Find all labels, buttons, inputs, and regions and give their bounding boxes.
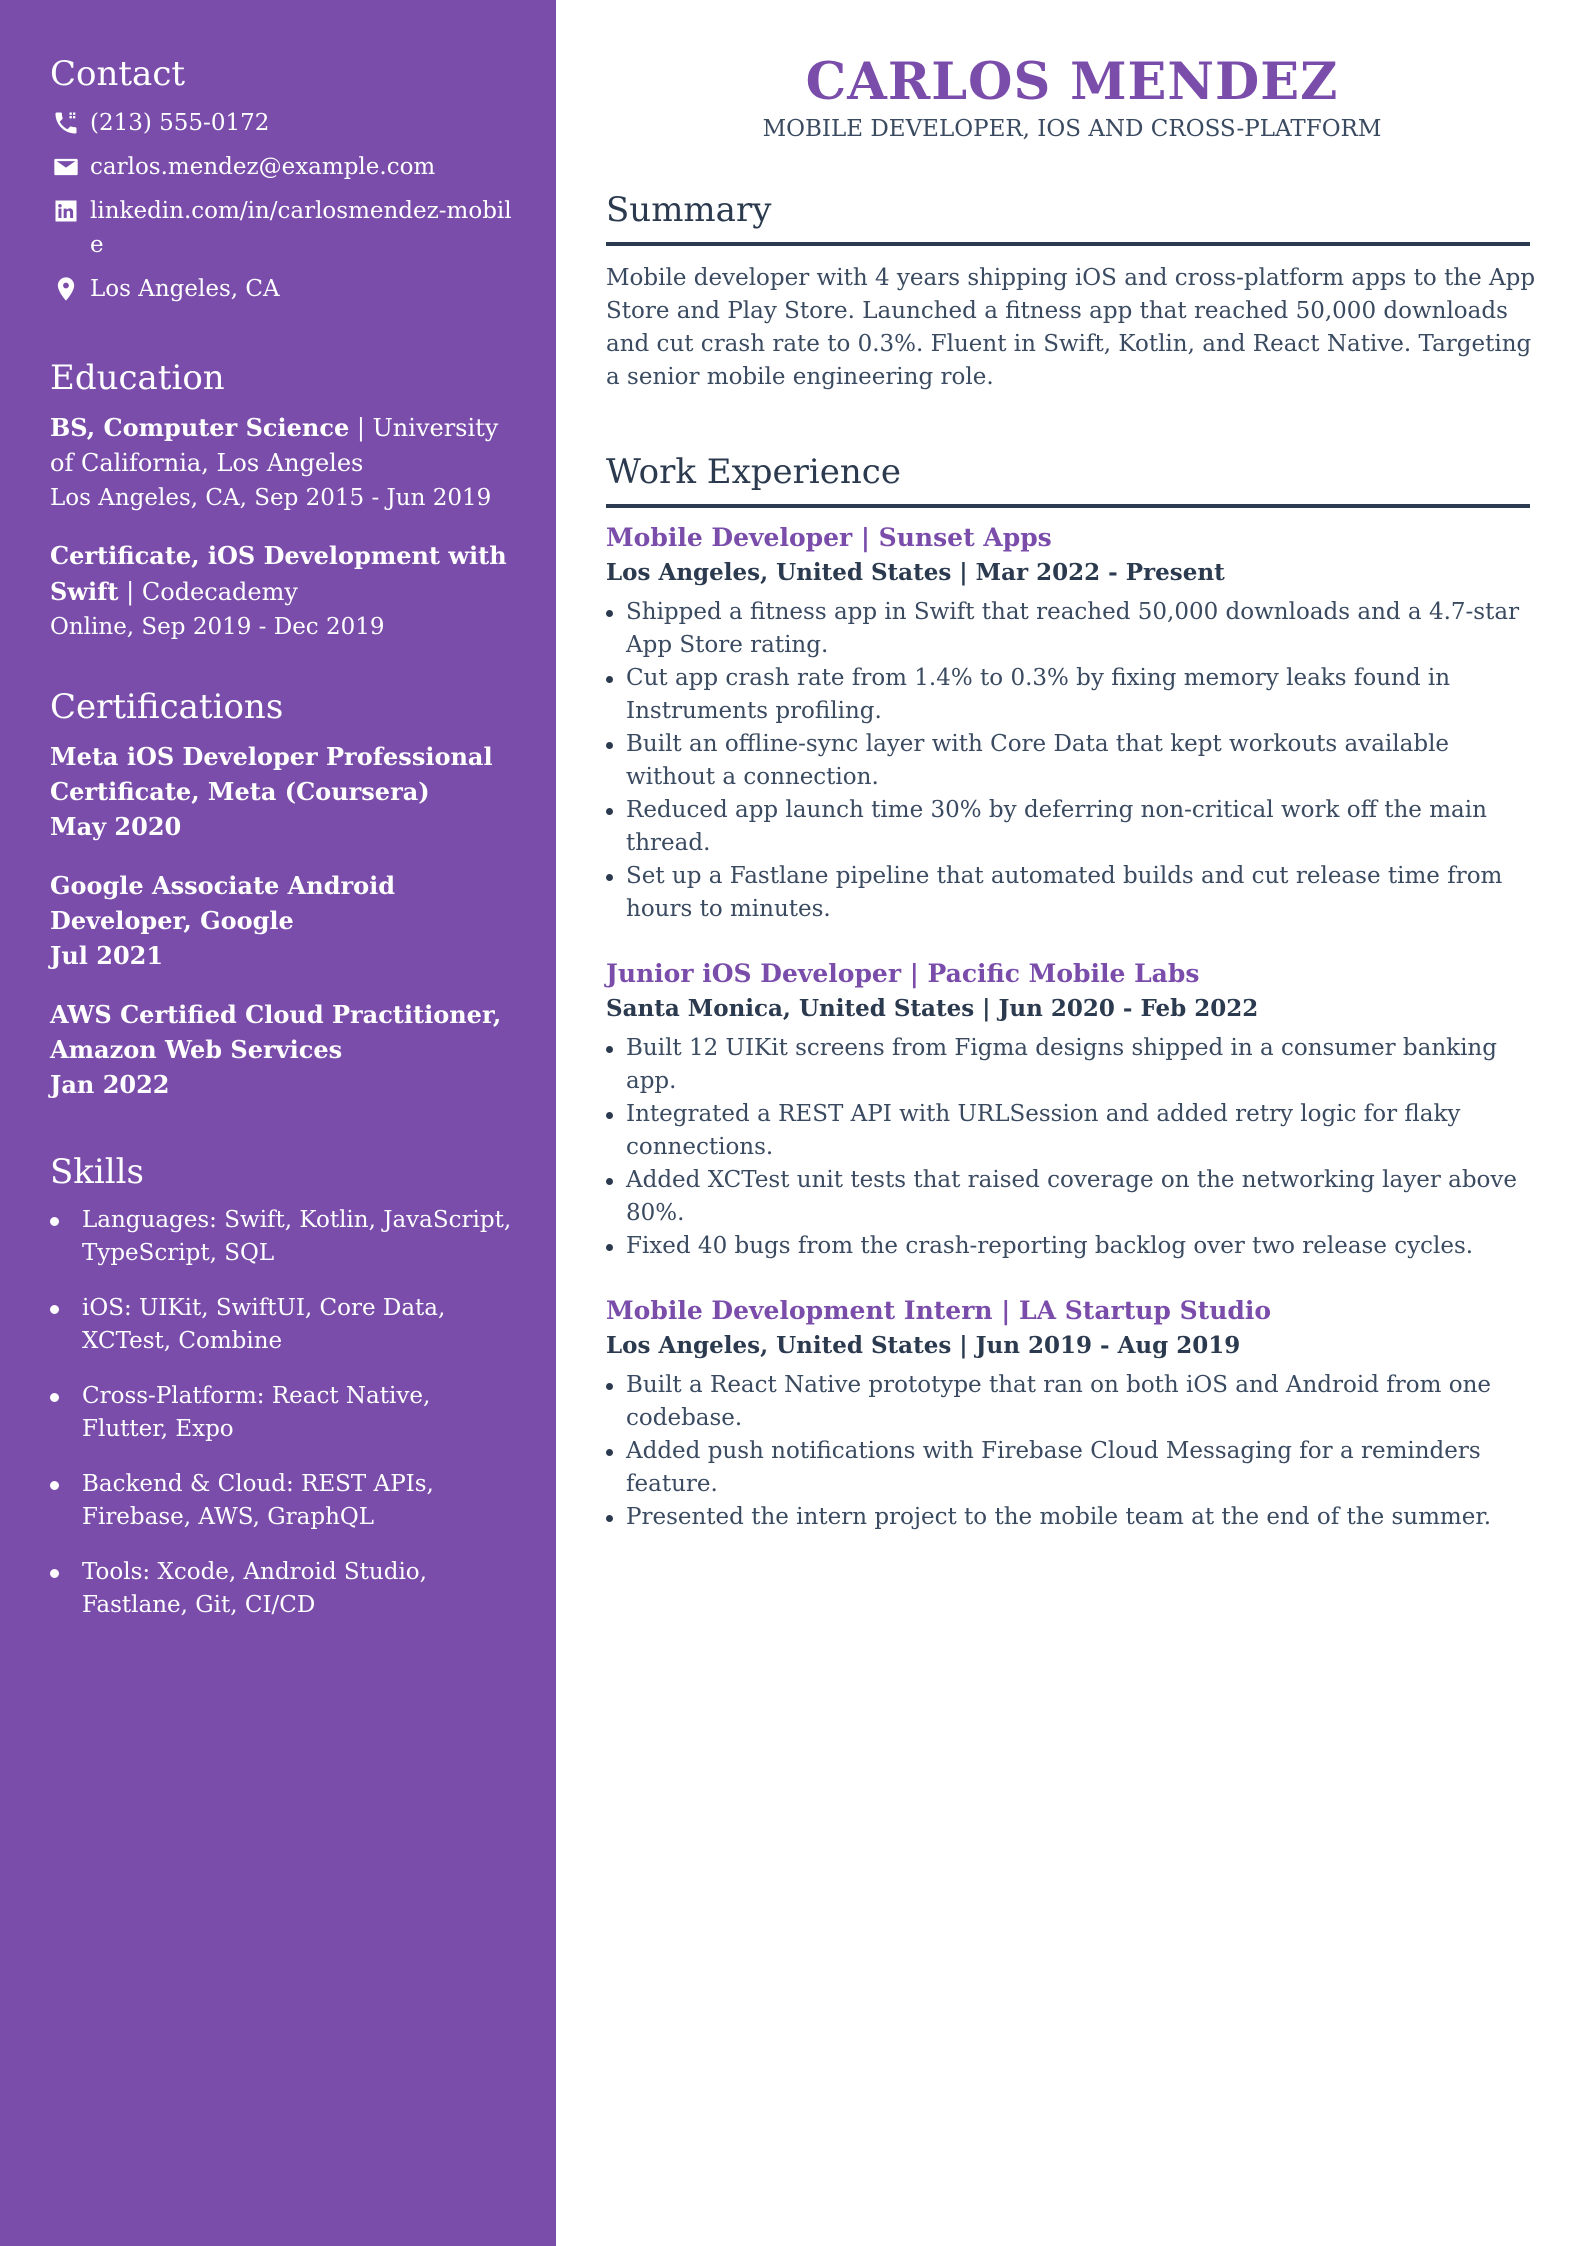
candidate-title: MOBILE DEVELOPER, IOS AND CROSS-PLATFORM — [762, 116, 1382, 142]
contact-email[interactable] — [50, 150, 516, 184]
email-link[interactable]: carlos.mendez@example.com — [90, 154, 436, 180]
job-title: Mobile Development Intern | LA Startup Studio — [606, 1296, 1272, 1325]
education-degree: Certificate, iOS Development with Swift — [50, 541, 507, 606]
job-bullet: Built 12 UIKit screens from Figma designs shipped in a consumer banking app. — [606, 1032, 1538, 1098]
job-entry — [606, 956, 1538, 1263]
job-bullet: Fixed 40 bugs from the crash-reporting backlog over two release cycles. — [606, 1230, 1538, 1263]
phone-text: (213) 555-0172 — [90, 110, 270, 136]
job-meta: Santa Monica, United States | Jun 2020 - Feb 2022 — [606, 995, 1259, 1022]
linkedin-link[interactable]: linkedin.com/in/carlosmendez-mobile — [90, 198, 512, 258]
education-item — [50, 410, 516, 516]
certification-date: Jan 2022 — [50, 1070, 170, 1099]
job-bullet: Set up a Fastlane pipeline that automated builds and cut release time from hours to minutes. — [606, 860, 1538, 926]
education-school: | Codecademy — [118, 578, 298, 606]
job-bullets — [606, 1032, 1538, 1263]
contact-linkedin[interactable] — [50, 194, 516, 262]
skills-heading: Skills — [50, 1152, 144, 1192]
education-school: | University of California, Los Angeles — [50, 414, 499, 477]
job-bullet: Built an offline-sync layer with Core Data that kept workouts available without a connection. — [606, 728, 1538, 794]
certification-date: Jul 2021 — [50, 941, 164, 970]
job-bullet: Integrated a REST API with URLSession and added retry logic for flaky connections. — [606, 1098, 1538, 1164]
job-bullets — [606, 596, 1538, 926]
job-bullet: Reduced app launch time 30% by deferring non-critical work off the main thread. — [606, 794, 1538, 860]
job-bullets — [606, 1369, 1538, 1534]
certifications-heading: Certifications — [50, 687, 284, 727]
skill-item: Cross-Platform: React Native, Flutter, Expo — [50, 1380, 516, 1446]
location-pin-icon — [50, 272, 82, 306]
skill-item: iOS: UIKit, SwiftUI, Core Data, XCTest, Combine — [50, 1292, 516, 1358]
job-entry — [606, 520, 1538, 926]
contact-location — [50, 272, 516, 306]
certification-name: Google Associate Android Developer, Google — [50, 871, 396, 935]
location-text: Los Angeles, CA — [90, 276, 280, 302]
skill-item: Languages: Swift, Kotlin, JavaScript, TypeScript, SQL — [50, 1204, 516, 1270]
certification-date: May 2020 — [50, 812, 182, 841]
certification-name: Meta iOS Developer Professional Certificate, Meta (Coursera) — [50, 742, 493, 806]
skill-item: Backend & Cloud: REST APIs, Firebase, AWS, GraphQL — [50, 1468, 516, 1534]
certification-item — [50, 868, 516, 973]
job-bullet: Shipped a fitness app in Swift that reached 50,000 downloads and a 4.7-star App Store rating. — [606, 596, 1538, 662]
job-meta: Los Angeles, United States | Mar 2022 - Present — [606, 559, 1225, 586]
education-meta: Los Angeles, CA, Sep 2015 - Jun 2019 — [50, 485, 492, 511]
education-degree: BS, Computer Science — [50, 413, 350, 442]
skills-list — [50, 1204, 516, 1622]
job-title: Mobile Developer | Sunset Apps — [606, 523, 1052, 552]
summary-text: Mobile developer with 4 years shipping iOS and cross-platform apps to the App Store and Play Store. Launched a fitness app that reached 50,000 downloads and cut crash rate to 0.3%. Fluent in Swift, Kotlin, and React Native. Targeting a senior mobile engineering role. — [606, 265, 1536, 390]
job-meta: Los Angeles, United States | Jun 2019 - Aug 2019 — [606, 1332, 1241, 1359]
linkedin-icon — [50, 194, 82, 228]
education-heading: Education — [50, 358, 225, 398]
phone-icon — [50, 106, 82, 140]
envelope-icon — [50, 150, 82, 184]
contact-phone — [50, 106, 516, 140]
certification-item — [50, 739, 516, 844]
contact-heading: Contact — [50, 54, 186, 94]
sidebar — [0, 0, 556, 2246]
experience-heading: Work Experience — [606, 450, 1530, 508]
job-bullet: Added push notifications with Firebase Cloud Messaging for a reminders feature. — [606, 1435, 1538, 1501]
education-meta: Online, Sep 2019 - Dec 2019 — [50, 614, 385, 640]
candidate-name: CARLOS MENDEZ — [805, 52, 1339, 112]
main-content — [556, 0, 1588, 2246]
certification-item — [50, 997, 516, 1102]
certification-name: AWS Certified Cloud Practitioner, Amazon Web Services — [50, 1000, 502, 1064]
job-bullet: Cut app crash rate from 1.4% to 0.3% by fixing memory leaks found in Instruments profiling. — [606, 662, 1538, 728]
education-item — [50, 538, 516, 645]
job-entry — [606, 1293, 1538, 1534]
job-bullet: Added XCTest unit tests that raised coverage on the networking layer above 80%. — [606, 1164, 1538, 1230]
job-title: Junior iOS Developer | Pacific Mobile Labs — [606, 959, 1200, 988]
skill-item: Tools: Xcode, Android Studio, Fastlane, Git, CI/CD — [50, 1556, 516, 1622]
job-bullet: Built a React Native prototype that ran on both iOS and Android from one codebase. — [606, 1369, 1538, 1435]
summary-heading: Summary — [606, 188, 1530, 246]
job-bullet: Presented the intern project to the mobile team at the end of the summer. — [606, 1501, 1538, 1534]
